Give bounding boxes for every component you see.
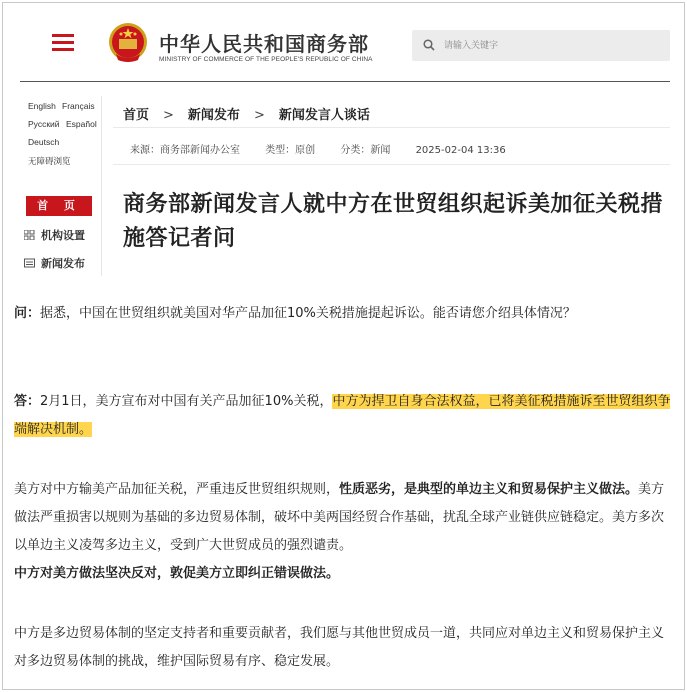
breadcrumb: [123, 104, 370, 123]
sidebar: [14, 96, 102, 276]
meta-source: 来源：商务部新闻办公室: [130, 145, 240, 156]
lang-german[interactable]: Deutsch: [28, 137, 60, 147]
lang-spanish[interactable]: Español: [66, 119, 97, 129]
search-box[interactable]: [412, 30, 670, 61]
newspaper-icon: [24, 258, 35, 268]
national-emblem-logo[interactable]: [108, 22, 148, 64]
breadcrumb-news[interactable]: 新闻发布: [187, 108, 240, 123]
meta-date: 2025-02-04 13:36: [415, 145, 506, 156]
breadcrumb-spokesperson[interactable]: 新闻发言人谈话: [278, 108, 370, 123]
breadcrumb-home[interactable]: 首页: [123, 108, 150, 123]
meta-category: 分类：新闻: [340, 145, 391, 156]
sidebar-item-news[interactable]: [24, 255, 85, 271]
breadcrumb-separator: >: [253, 108, 265, 123]
sidebar-item-label: 新闻发布: [41, 257, 85, 270]
sidebar-item-home[interactable]: 首 页: [26, 196, 92, 216]
paragraph-bold: 中方对美方做法坚决反对，敦促美方立即纠正错误做法。: [14, 566, 340, 581]
search-input[interactable]: [444, 36, 654, 56]
meta-type: 类型：原创: [265, 145, 316, 156]
paragraph-text: 美方对中方输美产品加征关税，严重违反世贸组织规则，: [14, 482, 340, 497]
grid-icon: [24, 230, 35, 240]
sidebar-item-organization[interactable]: [24, 227, 85, 243]
question-text: 据悉，中国在世贸组织就美国对华产品加征10%关税措施提起诉讼。能否请您介绍具体情况？: [40, 306, 576, 321]
paragraph-bold: 性质恶劣，是典型的单边主义和贸易保护主义做法。: [339, 482, 639, 497]
sidebar-item-label: 机构设置: [41, 229, 85, 242]
hamburger-menu-icon[interactable]: [52, 34, 74, 52]
question-paragraph: [14, 300, 674, 328]
answer-label: 答：: [14, 394, 41, 409]
divider: [113, 127, 670, 128]
page-title: 商务部新闻发言人就中方在世贸组织起诉美加征关税措施答记者问: [123, 192, 664, 251]
site-subtitle: MINISTRY OF COMMERCE OF THE PEOPLE'S REPUBLIC OF CHINA: [159, 56, 373, 63]
paragraph-3: [14, 476, 674, 588]
answer-highlight: 中方为捍卫自身合法权益，已将美征税措施诉至世贸组织争端解决机制。: [14, 394, 671, 437]
answer-text: 2月1日，美方宣布对中国有关产品加征10%关税，: [40, 394, 333, 409]
answer-paragraph: [14, 388, 674, 444]
lang-french[interactable]: Français: [62, 101, 95, 111]
divider: [113, 164, 670, 165]
search-icon[interactable]: [423, 39, 435, 51]
site-header: [20, 10, 670, 82]
breadcrumb-separator: >: [163, 108, 174, 123]
accessibility-link[interactable]: 无障碍浏览: [28, 156, 71, 166]
article-meta: [130, 141, 506, 156]
site-title[interactable]: 中华人民共和国商务部: [159, 32, 369, 56]
lang-russian[interactable]: Русский: [28, 119, 60, 129]
question-label: 问：: [14, 306, 41, 321]
lang-english[interactable]: English: [28, 101, 56, 111]
paragraph-text: 美方做法严重损害以规则为基础的多边贸易体制，破坏中美两国经贸合作基础，扰乱全球产业链供应链稳定。美方多次以单边主义凌驾多边主义，受到广大世贸成员的强烈谴责。: [14, 482, 665, 553]
paragraph-4: 中方是多边贸易体制的坚定支持者和重要贡献者，我们愿与其他世贸成员一道，共同应对单边主义和贸易保护主义对多边贸易体制的挑战，维护国际贸易有序、稳定发展。: [14, 626, 665, 669]
